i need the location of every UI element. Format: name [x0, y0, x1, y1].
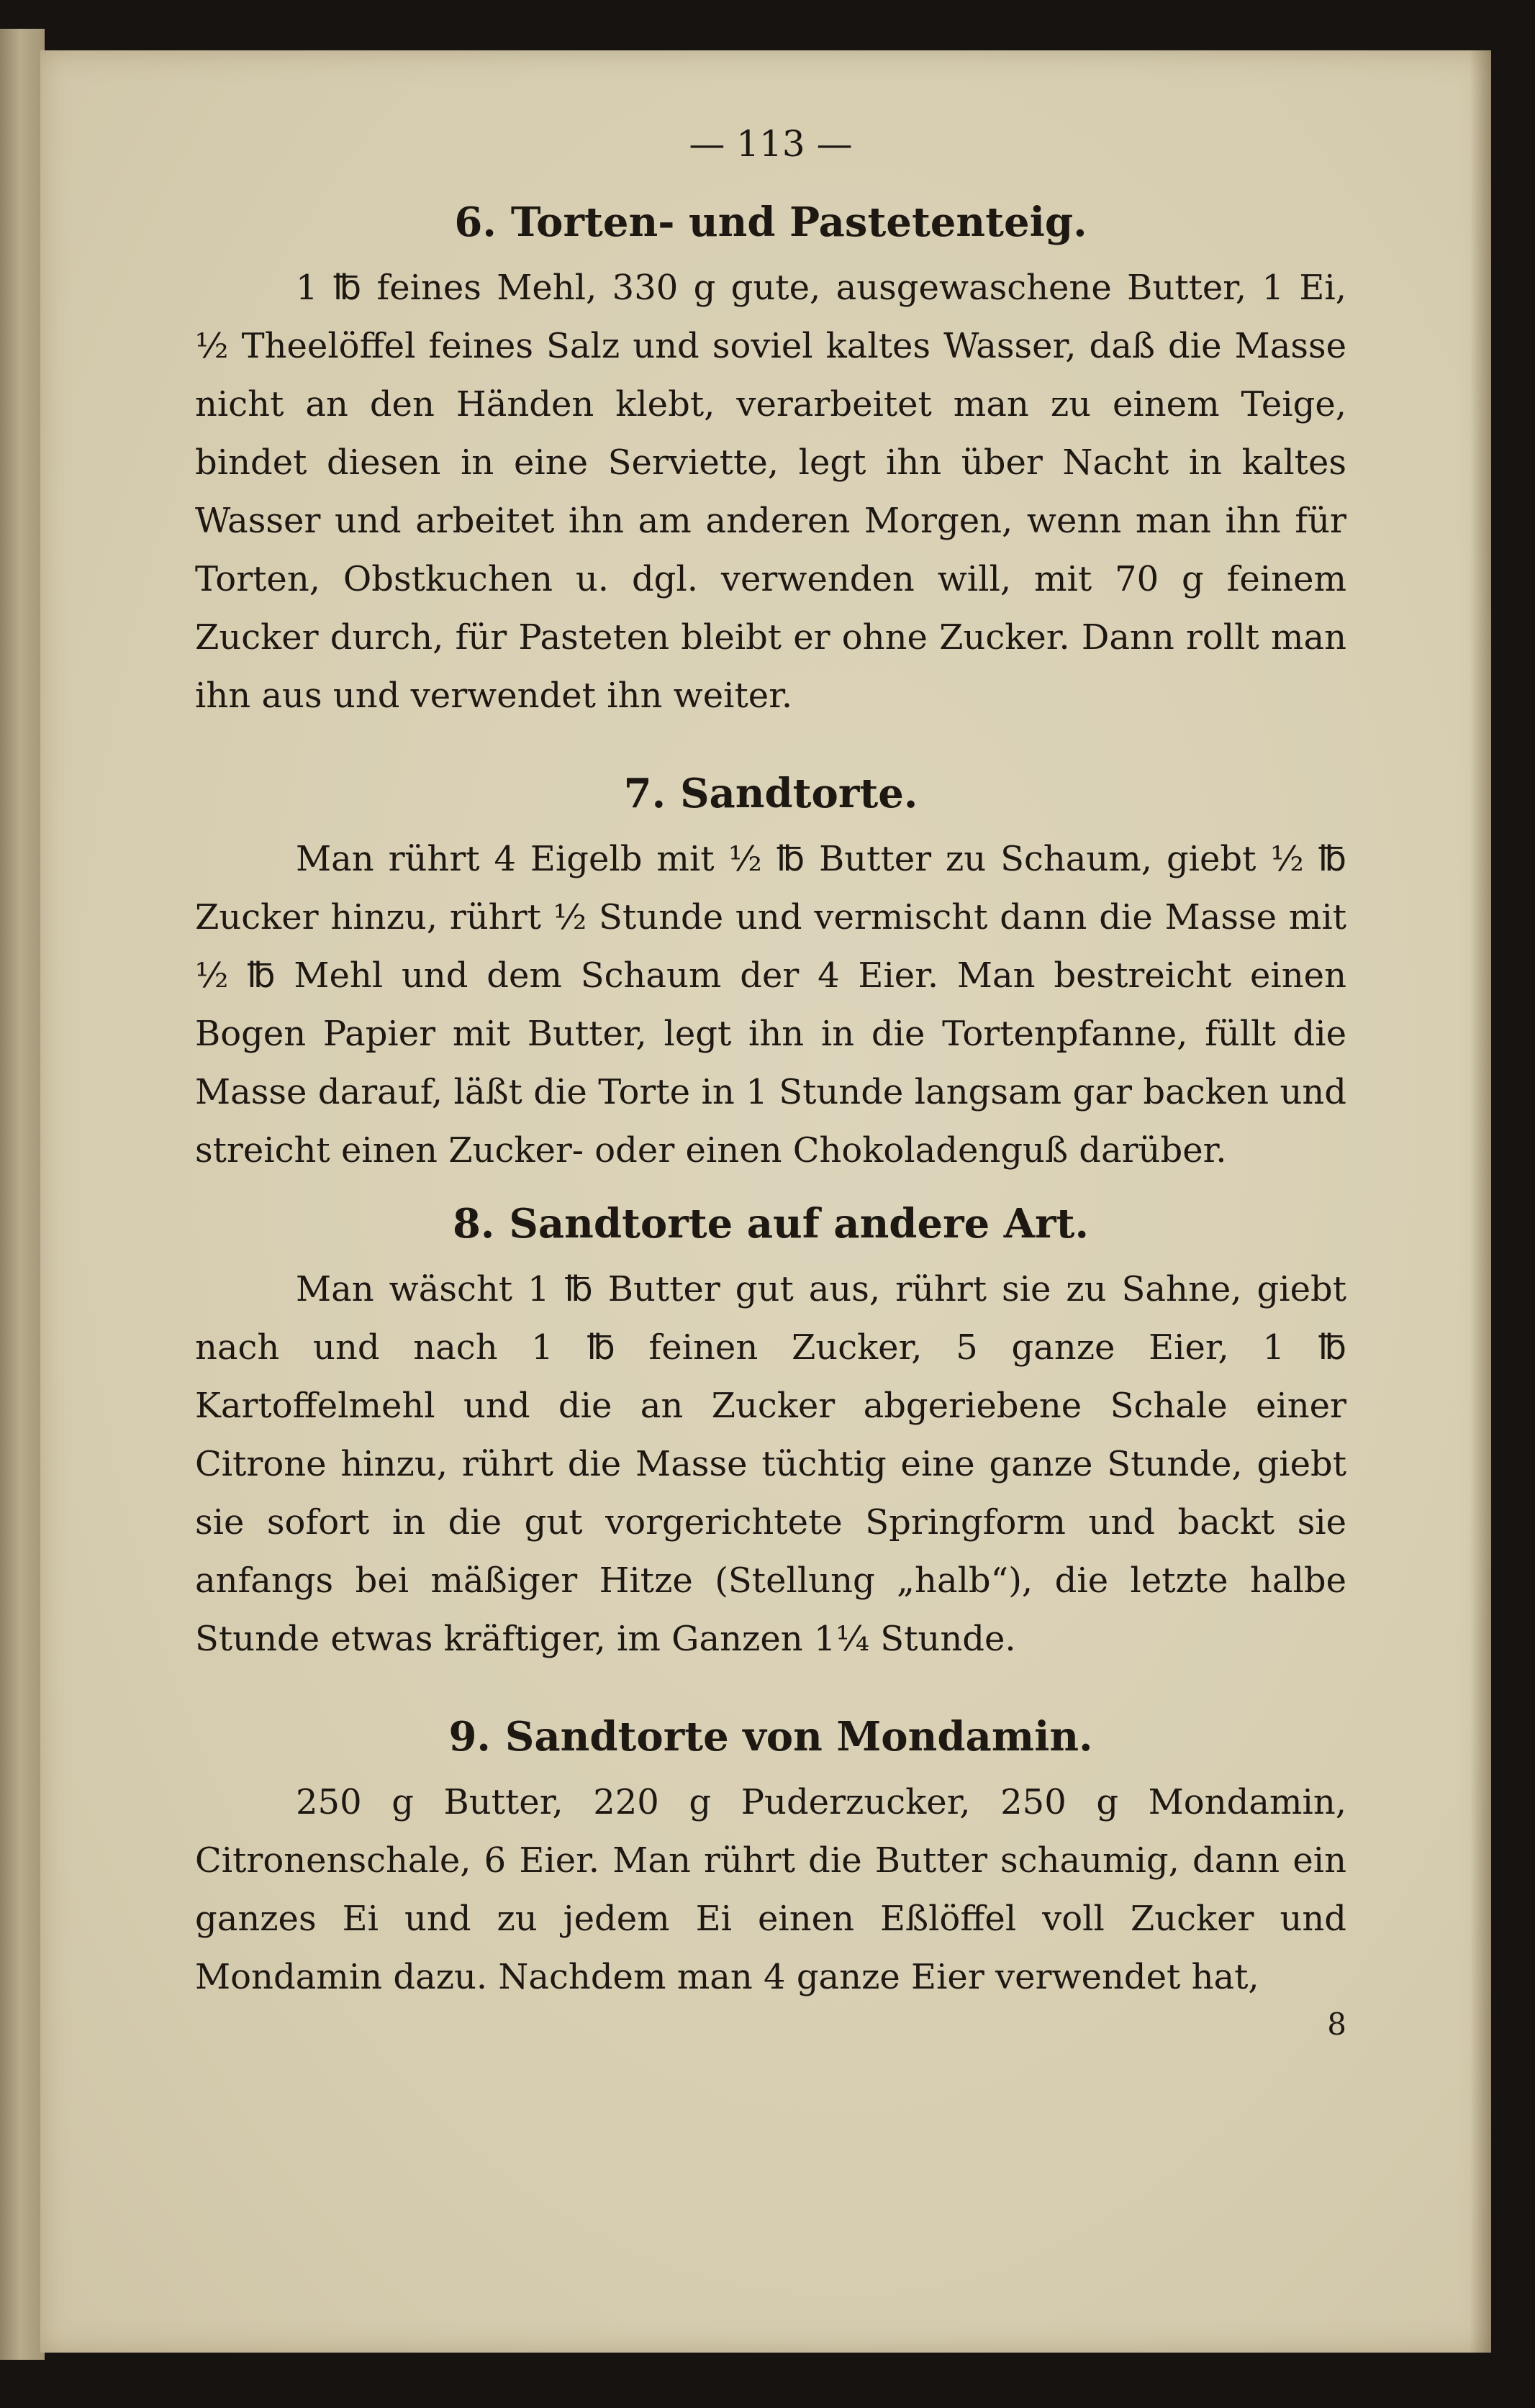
recipe-title: Sandtorte von Mondamin.	[504, 1713, 1093, 1760]
recipe-text-8: Man wäscht 1 ℔ Butter gut aus, rührt sie zu Sahne, giebt nach und nach 1 ℔ feinen Zucker, 5 ganze Eier, 1 ℔ Kartoffelmehl und die an Zucker abgeriebene Schale einer Citrone hinzu, rührt die Masse tüchtig eine ganze Stunde, giebt sie sofort in die gut vorgerichtete Springform und backt sie anfangs bei mäßiger Hitze (Stellung „halb“), die letzte halbe Stunde etwas kräftiger, im Ganzen 1¼ Stunde.	[195, 1269, 1346, 1659]
recipe-number: 6.	[454, 199, 497, 246]
recipe-heading-9	[195, 1712, 1346, 1762]
recipe-number: 8.	[452, 1200, 495, 1248]
recipe-heading-8	[195, 1199, 1346, 1249]
page-shadow	[1470, 50, 1491, 2353]
page-content	[195, 122, 1346, 2050]
recipe-text-6: 1 ℔ feines Mehl, 330 g gute, ausgewaschene Butter, 1 Ei, ½ Theelöffel feines Salz und soviel kaltes Wasser, daß die Masse nicht an den Händen klebt, verarbeitet man zu einem Teige, bindet diesen in eine Serviette, legt ihn über Nacht in kaltes Wasser und arbeitet ihn am anderen Morgen, wenn man ihn für Torten, Obstkuchen u. dgl. verwenden will, mit 70 g feinem Zucker durch, für Pasteten bleibt er ohne Zucker. Dann rollt man ihn aus und verwendet ihn weiter.	[195, 268, 1346, 716]
recipe-title: Sandtorte auf andere Art.	[509, 1200, 1090, 1248]
book-page	[40, 50, 1491, 2353]
recipe-heading-7	[195, 768, 1346, 819]
recipe-title: Torten- und Pastetenteig.	[510, 199, 1087, 246]
recipe-heading-6	[195, 197, 1346, 247]
recipe-number: 7.	[623, 770, 666, 817]
signature-mark: 8	[1327, 2007, 1346, 2042]
recipe-text-7: Man rührt 4 Eigelb mit ½ ℔ Butter zu Schaum, giebt ½ ℔ Zucker hinzu, rührt ½ Stunde und vermischt dann die Masse mit ½ ℔ Mehl und dem Schaum der 4 Eier. Man bestreicht einen Bogen Papier mit Butter, legt ihn in die Tortenpfanne, füllt die Masse darauf, läßt die Torte in 1 Stunde langsam gar backen und streicht einen Zucker- oder einen Chokoladenguß darüber.	[195, 839, 1346, 1171]
recipe-number: 9.	[448, 1713, 491, 1760]
recipe-text-9: 250 g Butter, 220 g Puderzucker, 250 g Mondamin, Citronenschale, 6 Eier. Man rührt die Butter schaumig, dann ein ganzes Ei und zu jedem Ei einen Eßlöffel voll Zucker und Mondamin dazu. Nachdem man 4 ganze Eier verwendet hat,	[195, 1782, 1346, 1997]
recipe-title: Sandtorte.	[680, 770, 918, 817]
page-number: — 113 —	[689, 123, 853, 165]
left-page-edge	[0, 29, 45, 2360]
